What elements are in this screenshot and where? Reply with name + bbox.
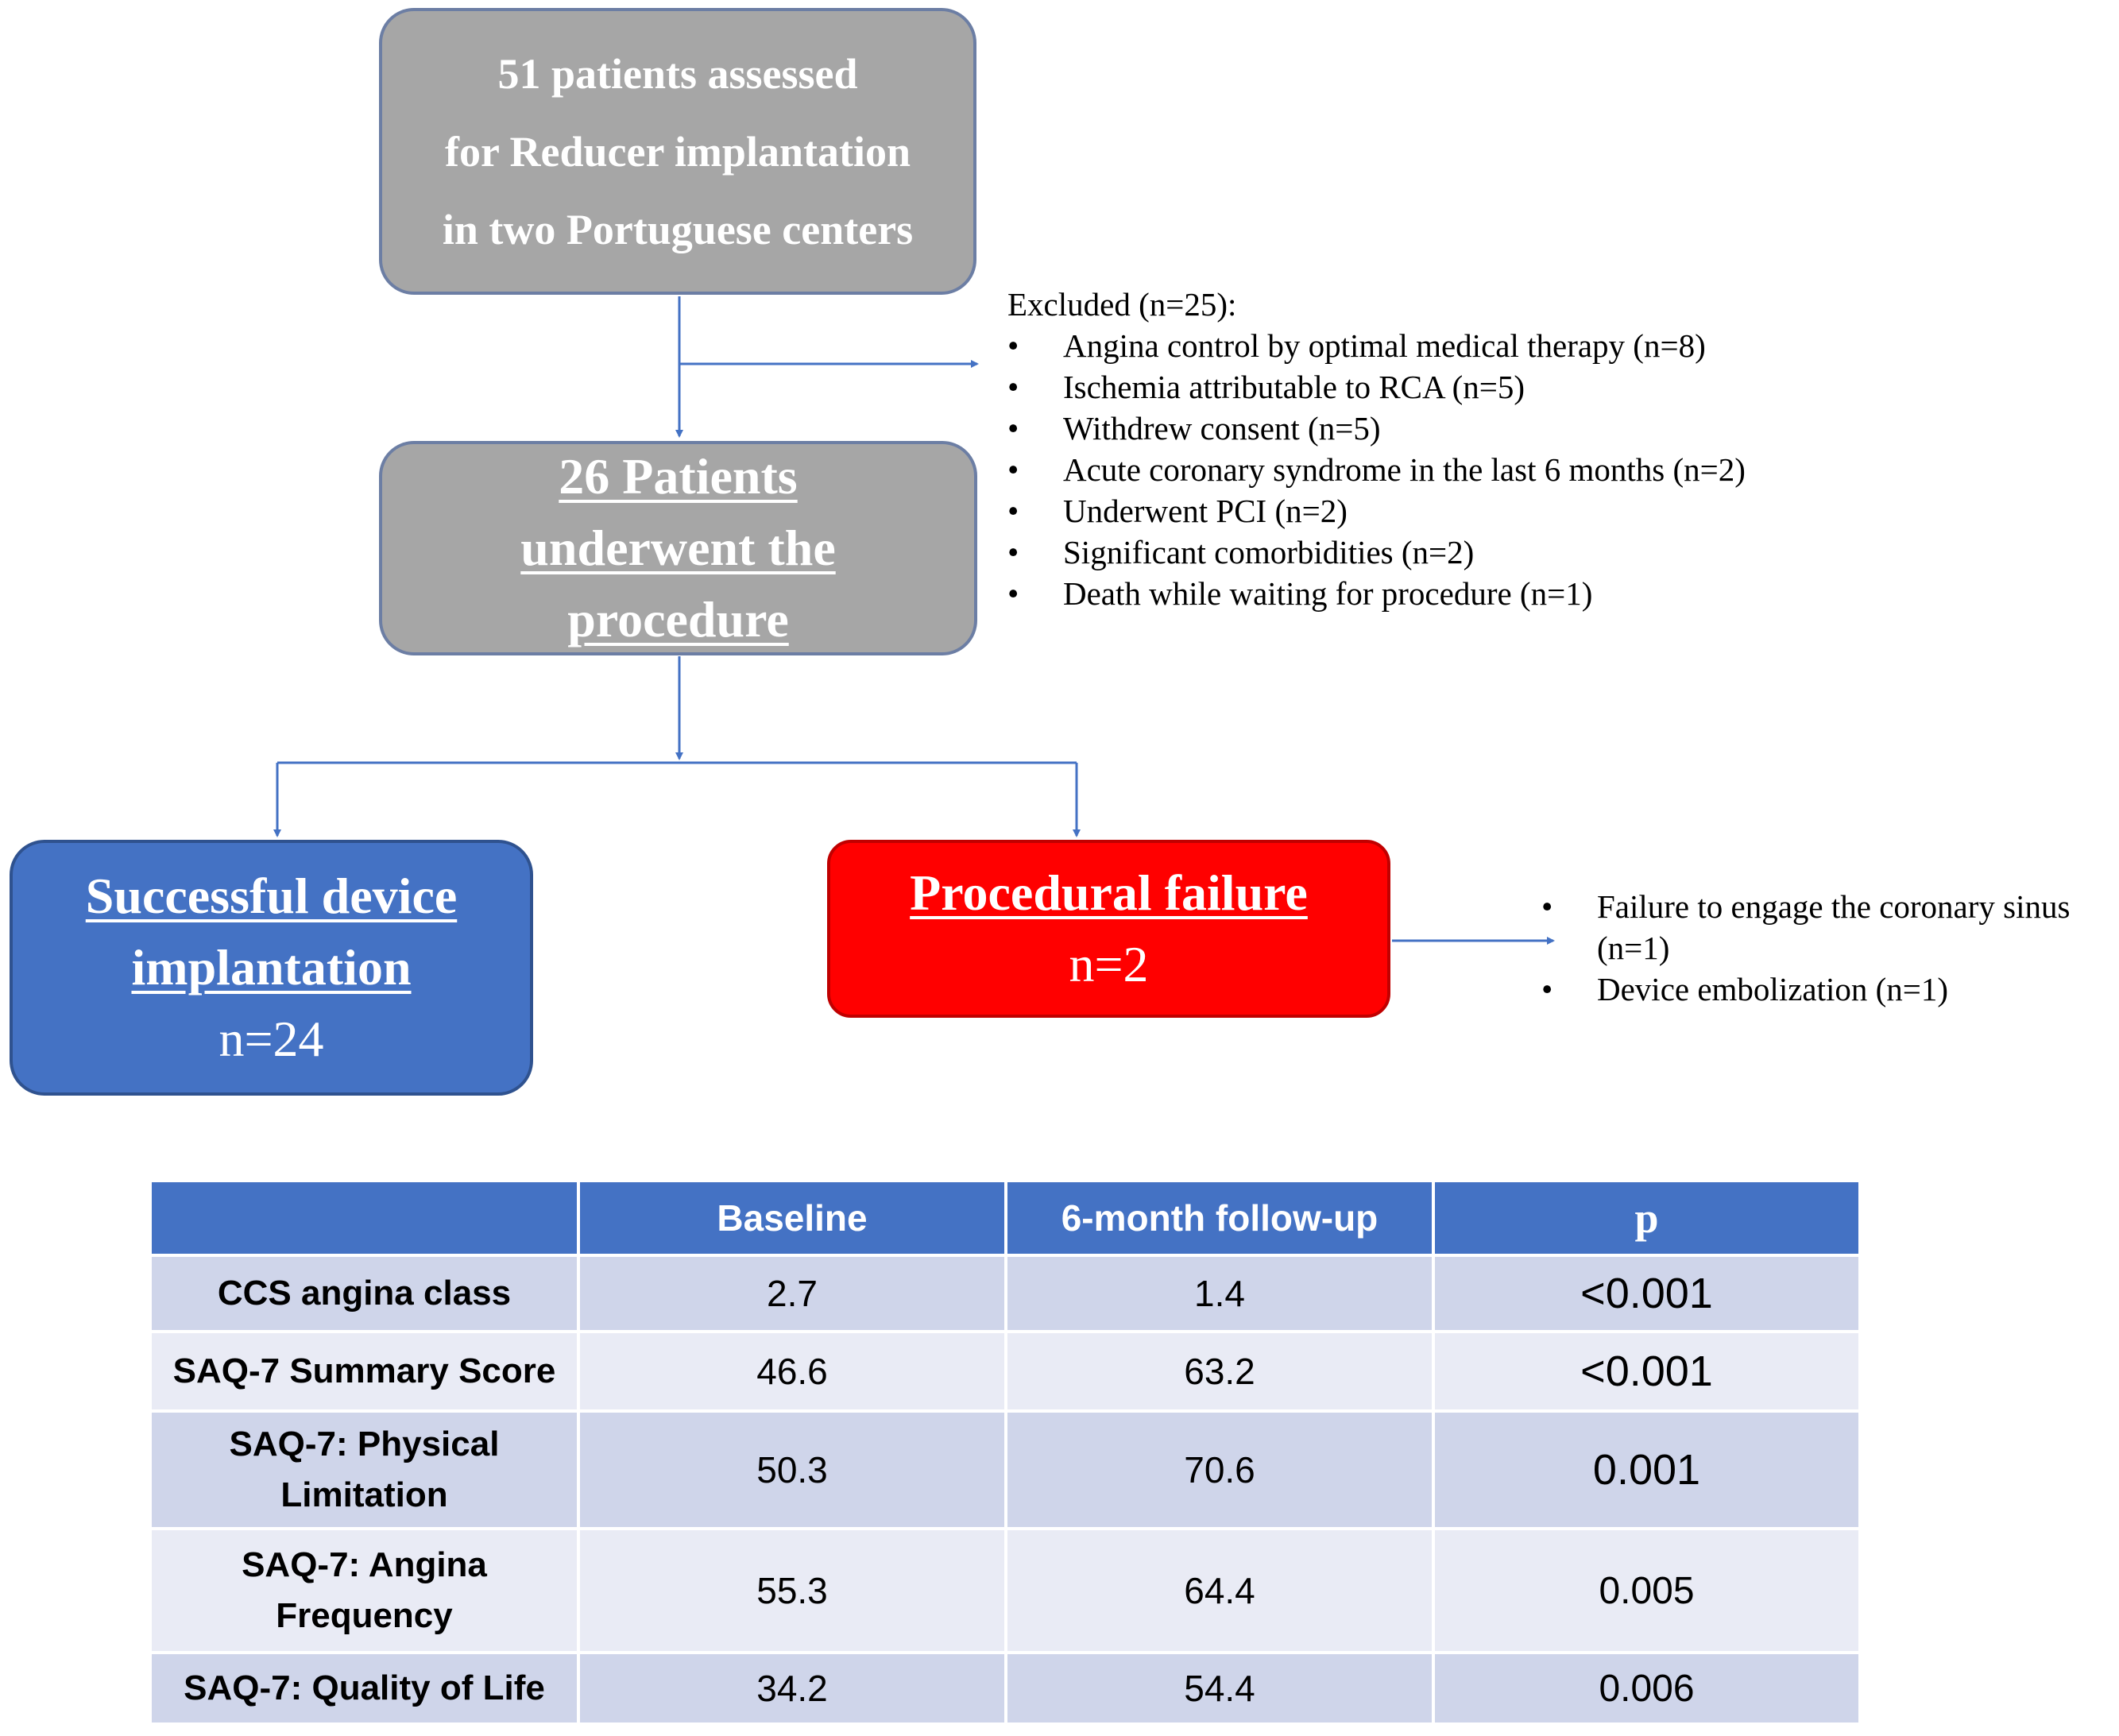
- procedure-line-3: procedure: [567, 591, 789, 648]
- p-value: 0.001: [1433, 1411, 1860, 1529]
- failure-reason-item: • Device embolization (n=1): [1541, 969, 2113, 1010]
- baseline-value: 34.2: [578, 1653, 1006, 1724]
- followup-value: 54.4: [1006, 1653, 1433, 1724]
- header-empty: [150, 1181, 578, 1255]
- p-value: 0.005: [1433, 1529, 1860, 1653]
- assessed-line-2: for Reducer implantation: [445, 127, 911, 176]
- success-count: n=24: [218, 1011, 324, 1067]
- followup-value: 64.4: [1006, 1529, 1433, 1653]
- baseline-value: 46.6: [578, 1332, 1006, 1411]
- failure-count: n=2: [1069, 936, 1149, 992]
- assessed-line-3: in two Portuguese centers: [442, 205, 914, 253]
- header-p: p: [1433, 1181, 1860, 1255]
- results-table: [149, 1179, 1862, 1726]
- row-label: SAQ-7 Summary Score: [150, 1332, 578, 1411]
- p-value: 0.006: [1433, 1653, 1860, 1724]
- procedure-line-2: underwent the: [520, 520, 836, 576]
- followup-value: 63.2: [1006, 1332, 1433, 1411]
- p-value: <0.001: [1433, 1332, 1860, 1411]
- success-box: [10, 840, 533, 1096]
- header-baseline: Baseline: [578, 1181, 1006, 1255]
- excluded-item: • Death while waiting for procedure (n=1): [1007, 573, 1746, 614]
- failure-box: [827, 840, 1390, 1018]
- table-row: [150, 1653, 1860, 1724]
- table-row: [150, 1332, 1860, 1411]
- row-label: SAQ-7: Physical Limitation: [150, 1411, 578, 1529]
- followup-value: 1.4: [1006, 1255, 1433, 1332]
- success-title-line-1: Successful device: [85, 868, 458, 924]
- procedure-line-1: 26 Patients: [559, 448, 798, 505]
- table-row: [150, 1529, 1860, 1653]
- assessed-line-1: 51 patients assessed: [497, 49, 858, 98]
- table-row: [150, 1255, 1860, 1332]
- baseline-value: 55.3: [578, 1529, 1006, 1653]
- procedure-box: [379, 441, 977, 655]
- success-title-line-2: implantation: [131, 939, 412, 996]
- row-label: SAQ-7: Quality of Life: [150, 1653, 578, 1724]
- baseline-value: 2.7: [578, 1255, 1006, 1332]
- failure-title: Procedural failure: [910, 864, 1308, 921]
- p-value: <0.001: [1433, 1255, 1860, 1332]
- header-followup: 6-month follow-up: [1006, 1181, 1433, 1255]
- baseline-value: 50.3: [578, 1411, 1006, 1529]
- excluded-list: [1007, 325, 1746, 614]
- excluded-item: • Ischemia attributable to RCA (n=5): [1007, 366, 1746, 408]
- failure-reasons-note: [1541, 886, 2113, 1010]
- excluded-item: • Withdrew consent (n=5): [1007, 408, 1746, 449]
- excluded-item: • Angina control by optimal medical therapy (n=8): [1007, 325, 1746, 366]
- excluded-heading: Excluded (n=25):: [1007, 286, 1237, 323]
- excluded-note: [1007, 284, 1746, 614]
- assessed-box: [379, 8, 976, 295]
- failure-reason-item: • Failure to engage the coronary sinus (n=1): [1541, 886, 2113, 969]
- row-label: SAQ-7: Angina Frequency: [150, 1529, 578, 1653]
- excluded-item: • Acute coronary syndrome in the last 6 months (n=2): [1007, 449, 1746, 490]
- excluded-item: • Significant comorbidities (n=2): [1007, 532, 1746, 573]
- excluded-item: • Underwent PCI (n=2): [1007, 490, 1746, 532]
- table-header-row: [150, 1181, 1860, 1255]
- table-row: [150, 1411, 1860, 1529]
- row-label: CCS angina class: [150, 1255, 578, 1332]
- followup-value: 70.6: [1006, 1411, 1433, 1529]
- failure-reasons-list: [1541, 886, 2113, 1010]
